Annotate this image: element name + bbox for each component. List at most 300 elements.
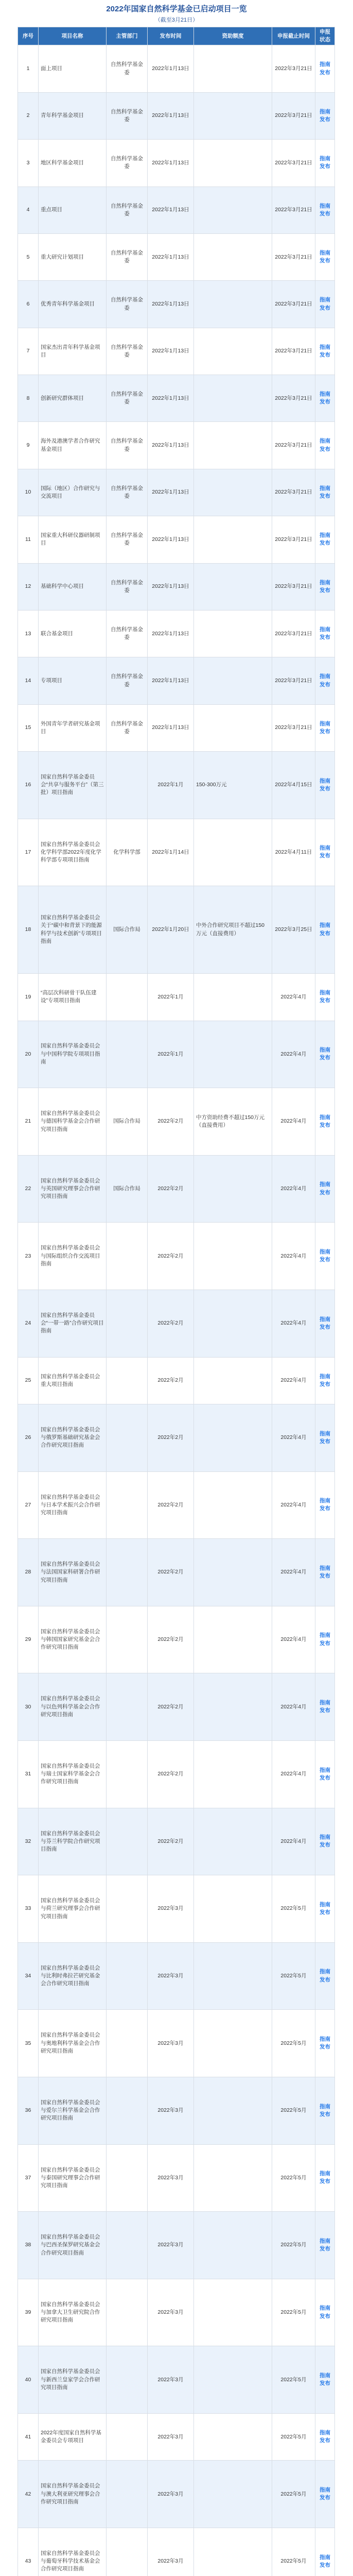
table-body — [18, 45, 335, 2576]
cell-amount — [194, 2279, 272, 2346]
cell-index: 16 — [18, 752, 39, 819]
table-row — [18, 1673, 335, 1741]
cell-pub: 2022年1月 — [148, 974, 194, 1021]
cell-amount — [194, 1290, 272, 1357]
cell-dept — [107, 1357, 148, 1404]
cell-status[interactable]: 指南发布 — [315, 704, 335, 751]
cell-name: 国家自然科学基金委员会重大项目指南 — [39, 1357, 107, 1404]
cell-deadline: 2022年4月 — [272, 1290, 315, 1357]
cell-index: 26 — [18, 1404, 39, 1471]
cell-deadline: 2022年5月 — [272, 2528, 315, 2576]
cell-dept: 自然科学基金委 — [107, 516, 148, 563]
cell-index: 14 — [18, 657, 39, 704]
cell-deadline: 2022年3月21日 — [272, 281, 315, 328]
cell-deadline: 2022年5月 — [272, 2461, 315, 2528]
cell-pub: 2022年1月13日 — [148, 92, 194, 139]
cell-name: 国家自然科学基金委员会与奥地利科学基金会合作研究项目指南 — [39, 2010, 107, 2077]
cell-dept: 自然科学基金委 — [107, 469, 148, 516]
cell-dept — [107, 1673, 148, 1741]
cell-amount — [194, 1223, 272, 1290]
table-row — [18, 752, 335, 819]
table-header-row — [18, 27, 335, 45]
cell-dept: 自然科学基金委 — [107, 422, 148, 469]
cell-status[interactable]: 指南发布 — [315, 233, 335, 280]
cell-status[interactable]: 指南发布 — [315, 140, 335, 187]
cell-status[interactable]: 指南发布 — [315, 1471, 335, 1539]
cell-amount — [194, 2346, 272, 2414]
cell-deadline: 2022年4月 — [272, 1357, 315, 1404]
cell-deadline: 2022年5月 — [272, 2077, 315, 2145]
cell-status[interactable]: 指南发布 — [315, 2279, 335, 2346]
cell-status[interactable]: 指南发布 — [315, 2010, 335, 2077]
page-subtitle: （截至3月21日） — [154, 17, 199, 23]
cell-amount — [194, 92, 272, 139]
cell-dept: 自然科学基金委 — [107, 281, 148, 328]
cell-pub: 2022年1月13日 — [148, 469, 194, 516]
cell-deadline: 2022年4月 — [272, 1155, 315, 1223]
cell-name: 2022年度国家自然科学基金委员会专项项目 — [39, 2414, 107, 2461]
cell-status[interactable]: 指南发布 — [315, 1357, 335, 1404]
cell-amount — [194, 2414, 272, 2461]
cell-dept — [107, 2346, 148, 2414]
cell-status[interactable]: 指南发布 — [315, 187, 335, 233]
cell-name: 国家自然科学基金委员会与法国国家科研署合作研究项目指南 — [39, 1539, 107, 1606]
cell-amount — [194, 657, 272, 704]
cell-name: 国家自然科学基金委员会与俄罗斯基础研究基金会合作研究项目指南 — [39, 1404, 107, 1471]
header-name: 项目名称 — [39, 27, 107, 45]
cell-pub: 2022年2月 — [148, 1740, 194, 1808]
cell-name: 国家自然科学基金委员会与新西兰皇家学会合作研究项目指南 — [39, 2346, 107, 2414]
cell-deadline: 2022年3月21日 — [272, 92, 315, 139]
cell-amount — [194, 1404, 272, 1471]
cell-status[interactable]: 指南发布 — [315, 563, 335, 610]
cell-dept: 化学科学部 — [107, 819, 148, 886]
cell-name: 国家自然科学基金委员会与英国研究理事会合作研究项目指南 — [39, 1155, 107, 1223]
cell-index: 13 — [18, 610, 39, 657]
cell-index: 6 — [18, 281, 39, 328]
cell-status[interactable]: 指南发布 — [315, 1539, 335, 1606]
cell-deadline: 2022年3月21日 — [272, 469, 315, 516]
cell-index: 23 — [18, 1223, 39, 1290]
cell-pub: 2022年2月 — [148, 1471, 194, 1539]
cell-status[interactable]: 指南发布 — [315, 1875, 335, 1943]
table-row — [18, 2346, 335, 2414]
cell-amount — [194, 187, 272, 233]
cell-pub: 2022年1月13日 — [148, 704, 194, 751]
cell-pub: 2022年3月 — [148, 2346, 194, 2414]
cell-pub: 2022年2月 — [148, 1290, 194, 1357]
cell-amount — [194, 328, 272, 375]
cell-name: 创新研究群体项目 — [39, 375, 107, 422]
cell-dept: 自然科学基金委 — [107, 45, 148, 92]
cell-amount — [194, 1875, 272, 1943]
cell-deadline: 2022年5月 — [272, 2346, 315, 2414]
cell-amount — [194, 2212, 272, 2279]
cell-pub: 2022年3月 — [148, 2414, 194, 2461]
table-row — [18, 1357, 335, 1404]
cell-pub: 2022年1月13日 — [148, 375, 194, 422]
cell-name: 国家自然科学基金委员会“共享与服务平台”（第三批）项目指南 — [39, 752, 107, 819]
cell-index: 30 — [18, 1673, 39, 1741]
cell-index: 27 — [18, 1471, 39, 1539]
cell-amount — [194, 1539, 272, 1606]
cell-status[interactable]: 指南发布 — [315, 2077, 335, 2145]
cell-index: 29 — [18, 1606, 39, 1673]
cell-index: 24 — [18, 1290, 39, 1357]
cell-amount — [194, 1357, 272, 1404]
cell-status[interactable]: 指南发布 — [315, 752, 335, 819]
cell-deadline: 2022年5月 — [272, 2414, 315, 2461]
cell-status[interactable]: 指南发布 — [315, 1223, 335, 1290]
cell-amount — [194, 2528, 272, 2576]
cell-status[interactable]: 指南发布 — [315, 1606, 335, 1673]
cell-index: 34 — [18, 1942, 39, 2010]
cell-amount — [194, 2144, 272, 2212]
cell-pub: 2022年2月 — [148, 1808, 194, 1875]
cell-amount — [194, 2461, 272, 2528]
cell-pub: 2022年3月 — [148, 2212, 194, 2279]
cell-deadline: 2022年3月21日 — [272, 187, 315, 233]
table-row — [18, 974, 335, 1021]
cell-index: 9 — [18, 422, 39, 469]
cell-status[interactable]: 指南发布 — [315, 886, 335, 974]
cell-pub: 2022年2月 — [148, 1539, 194, 1606]
cell-index: 43 — [18, 2528, 39, 2576]
cell-pub: 2022年1月13日 — [148, 610, 194, 657]
cell-dept — [107, 2144, 148, 2212]
cell-index: 36 — [18, 2077, 39, 2145]
table-row — [18, 1021, 335, 1088]
cell-status[interactable]: 指南发布 — [315, 375, 335, 422]
table-row — [18, 2528, 335, 2576]
cell-dept — [107, 1404, 148, 1471]
table-row — [18, 92, 335, 139]
table-row — [18, 1404, 335, 1471]
cell-status[interactable]: 指南发布 — [315, 819, 335, 886]
cell-name: 国家自然科学基金委员会与澳大利亚研究理事会合作研究项目指南 — [39, 2461, 107, 2528]
cell-status[interactable]: 指南发布 — [315, 1740, 335, 1808]
table-row — [18, 2414, 335, 2461]
table-row — [18, 1808, 335, 1875]
cell-dept: 自然科学基金委 — [107, 187, 148, 233]
cell-status[interactable]: 指南发布 — [315, 1088, 335, 1156]
project-table — [17, 27, 335, 2576]
cell-dept — [107, 1808, 148, 1875]
cell-name: 国家自然科学基金委员会与葡萄牙科学技术基金会合作研究项目指南 — [39, 2528, 107, 2576]
cell-name: 国家自然科学基金委员会化学科学部2022年度化学科学部专项项目指南 — [39, 819, 107, 886]
cell-name: 国家杰出青年科学基金项目 — [39, 328, 107, 375]
cell-deadline: 2022年3月21日 — [272, 422, 315, 469]
cell-status[interactable]: 指南发布 — [315, 45, 335, 92]
cell-dept: 国际合作局 — [107, 1155, 148, 1223]
cell-pub: 2022年1月 — [148, 752, 194, 819]
cell-pub: 2022年1月13日 — [148, 187, 194, 233]
table-row — [18, 1740, 335, 1808]
cell-dept — [107, 1740, 148, 1808]
table-row — [18, 1223, 335, 1290]
header-index: 序号 — [18, 27, 39, 45]
cell-status[interactable]: 指南发布 — [315, 328, 335, 375]
cell-name: 国家自然科学基金委员会与比利时弗拉芒研究基金会合作研究项目指南 — [39, 1942, 107, 2010]
cell-amount: 中方资助经费不超过150万元（直接费用） — [194, 1088, 272, 1156]
cell-name: 国家自然科学基金委员会与瑞士国家科学基金会合作研究项目指南 — [39, 1740, 107, 1808]
cell-pub: 2022年3月 — [148, 1875, 194, 1943]
cell-status[interactable]: 指南发布 — [315, 2414, 335, 2461]
cell-index: 32 — [18, 1808, 39, 1875]
cell-pub: 2022年1月13日 — [148, 281, 194, 328]
table-row — [18, 140, 335, 187]
cell-pub: 2022年1月13日 — [148, 422, 194, 469]
cell-name: 国家自然科学基金委员会关于“碳中和背景下的能源科学与技术创新”专项项目指南 — [39, 886, 107, 974]
cell-pub: 2022年1月13日 — [148, 657, 194, 704]
header-status: 申报状态 — [315, 27, 335, 45]
cell-deadline: 2022年5月 — [272, 2010, 315, 2077]
cell-dept: 自然科学基金委 — [107, 233, 148, 280]
cell-deadline: 2022年3月25日 — [272, 886, 315, 974]
cell-dept — [107, 2010, 148, 2077]
cell-amount — [194, 469, 272, 516]
table-row — [18, 1290, 335, 1357]
cell-name: 国家重大科研仪器研制项目 — [39, 516, 107, 563]
cell-name: 国家自然科学基金委员会“一带一路”合作研究项目指南 — [39, 1290, 107, 1357]
cell-pub: 2022年1月13日 — [148, 140, 194, 187]
cell-status[interactable]: 指南发布 — [315, 1155, 335, 1223]
cell-amount — [194, 375, 272, 422]
cell-pub: 2022年1月20日 — [148, 886, 194, 974]
cell-amount — [194, 819, 272, 886]
cell-dept — [107, 1539, 148, 1606]
cell-status[interactable]: 指南发布 — [315, 92, 335, 139]
cell-index: 10 — [18, 469, 39, 516]
header-dept: 主管部门 — [107, 27, 148, 45]
cell-deadline: 2022年4月11日 — [272, 819, 315, 886]
cell-index: 19 — [18, 974, 39, 1021]
cell-index: 12 — [18, 563, 39, 610]
cell-amount — [194, 422, 272, 469]
cell-deadline: 2022年3月21日 — [272, 233, 315, 280]
cell-name: 青年科学基金项目 — [39, 92, 107, 139]
cell-index: 42 — [18, 2461, 39, 2528]
cell-status[interactable]: 指南发布 — [315, 2461, 335, 2528]
cell-pub: 2022年2月 — [148, 1404, 194, 1471]
cell-amount — [194, 1740, 272, 1808]
cell-index: 31 — [18, 1740, 39, 1808]
cell-dept — [107, 2077, 148, 2145]
cell-deadline: 2022年4月 — [272, 1223, 315, 1290]
header-amount: 资助额度 — [194, 27, 272, 45]
table-row — [18, 1942, 335, 2010]
cell-deadline: 2022年3月21日 — [272, 704, 315, 751]
cell-dept: 自然科学基金委 — [107, 704, 148, 751]
cell-dept — [107, 2212, 148, 2279]
cell-name: 海外及港澳学者合作研究基金项目 — [39, 422, 107, 469]
cell-amount — [194, 516, 272, 563]
cell-pub: 2022年3月 — [148, 2528, 194, 2576]
table-row — [18, 375, 335, 422]
cell-index: 8 — [18, 375, 39, 422]
table-row — [18, 1606, 335, 1673]
cell-deadline: 2022年3月21日 — [272, 516, 315, 563]
cell-dept: 自然科学基金委 — [107, 140, 148, 187]
cell-deadline: 2022年4月 — [272, 1021, 315, 1088]
cell-pub: 2022年3月 — [148, 2144, 194, 2212]
cell-name: 国家自然科学基金委员会与荷兰研究理事会合作研究项目指南 — [39, 1875, 107, 1943]
cell-name: 国家自然科学基金委员会与日本学术振兴会合作研究项目指南 — [39, 1471, 107, 1539]
cell-pub: 2022年3月 — [148, 2279, 194, 2346]
cell-status[interactable]: 指南发布 — [315, 657, 335, 704]
cell-amount — [194, 1808, 272, 1875]
cell-status[interactable]: 指南发布 — [315, 516, 335, 563]
cell-dept: 国际合作局 — [107, 886, 148, 974]
table-row — [18, 1155, 335, 1223]
cell-dept — [107, 1223, 148, 1290]
cell-index: 37 — [18, 2144, 39, 2212]
cell-pub: 2022年3月 — [148, 2010, 194, 2077]
cell-deadline: 2022年3月21日 — [272, 140, 315, 187]
cell-name: 国家自然科学基金委员会与泰国研究理事会合作研究项目指南 — [39, 2144, 107, 2212]
cell-amount — [194, 45, 272, 92]
table-row — [18, 819, 335, 886]
cell-dept: 国际合作局 — [107, 1088, 148, 1156]
table-row — [18, 422, 335, 469]
cell-index: 20 — [18, 1021, 39, 1088]
cell-index: 39 — [18, 2279, 39, 2346]
header-pub: 发布时间 — [148, 27, 194, 45]
cell-index: 33 — [18, 1875, 39, 1943]
cell-amount: 中外合作研究项目不超过150万元（直接费用） — [194, 886, 272, 974]
cell-dept: 自然科学基金委 — [107, 92, 148, 139]
cell-deadline: 2022年4月 — [272, 1088, 315, 1156]
cell-index: 41 — [18, 2414, 39, 2461]
cell-deadline: 2022年4月 — [272, 1471, 315, 1539]
cell-pub: 2022年1月 — [148, 1021, 194, 1088]
cell-status[interactable]: 指南发布 — [315, 469, 335, 516]
cell-deadline: 2022年4月 — [272, 1404, 315, 1471]
cell-index: 38 — [18, 2212, 39, 2279]
cell-name: 国家自然科学基金委员会与韩国国家研究基金会合作研究项目指南 — [39, 1606, 107, 1673]
cell-status[interactable]: 指南发布 — [315, 1404, 335, 1471]
cell-status[interactable]: 指南发布 — [315, 1290, 335, 1357]
cell-pub: 2022年2月 — [148, 1606, 194, 1673]
cell-status[interactable]: 指南发布 — [315, 2144, 335, 2212]
cell-status[interactable]: 指南发布 — [315, 1021, 335, 1088]
cell-dept — [107, 974, 148, 1021]
cell-pub: 2022年2月 — [148, 1357, 194, 1404]
cell-status[interactable]: 指南发布 — [315, 2346, 335, 2414]
cell-index: 1 — [18, 45, 39, 92]
cell-name: “高层次科研骨干队伍建设”专项项目指南 — [39, 974, 107, 1021]
cell-name: 面上项目 — [39, 45, 107, 92]
cell-index: 2 — [18, 92, 39, 139]
cell-deadline: 2022年4月 — [272, 1539, 315, 1606]
cell-name: 基础科学中心项目 — [39, 563, 107, 610]
cell-amount: 150-300万元 — [194, 752, 272, 819]
cell-dept — [107, 1606, 148, 1673]
cell-name: 优秀青年科学基金项目 — [39, 281, 107, 328]
cell-deadline: 2022年4月 — [272, 1673, 315, 1741]
cell-index: 15 — [18, 704, 39, 751]
cell-index: 28 — [18, 1539, 39, 1606]
cell-dept — [107, 1290, 148, 1357]
cell-status[interactable]: 指南发布 — [315, 1808, 335, 1875]
table-row — [18, 2144, 335, 2212]
cell-dept — [107, 1875, 148, 1943]
cell-deadline: 2022年4月 — [272, 974, 315, 1021]
cell-status[interactable]: 指南发布 — [315, 2528, 335, 2576]
table-row — [18, 1875, 335, 1943]
cell-index: 18 — [18, 886, 39, 974]
page-title: 2022年国家自然科学基金已启动项目一览 — [106, 5, 247, 13]
table-row — [18, 1088, 335, 1156]
cell-status[interactable]: 指南发布 — [315, 1942, 335, 2010]
cell-index: 25 — [18, 1357, 39, 1404]
table-row — [18, 2077, 335, 2145]
cell-name: 国家自然科学基金委员会与中国科学院专项项目指南 — [39, 1021, 107, 1088]
cell-dept — [107, 1021, 148, 1088]
cell-amount — [194, 1673, 272, 1741]
table-row — [18, 657, 335, 704]
cell-amount — [194, 610, 272, 657]
cell-dept: 自然科学基金委 — [107, 563, 148, 610]
cell-dept: 自然科学基金委 — [107, 610, 148, 657]
cell-pub: 2022年3月 — [148, 2461, 194, 2528]
cell-deadline: 2022年4月 — [272, 1606, 315, 1673]
header-deadline: 申报截止时间 — [272, 27, 315, 45]
cell-dept — [107, 752, 148, 819]
cell-dept — [107, 2414, 148, 2461]
cell-pub: 2022年2月 — [148, 1673, 194, 1741]
cell-index: 5 — [18, 233, 39, 280]
cell-status[interactable]: 指南发布 — [315, 974, 335, 1021]
cell-index: 21 — [18, 1088, 39, 1156]
table-row — [18, 563, 335, 610]
cell-pub: 2022年2月 — [148, 1155, 194, 1223]
table-row — [18, 328, 335, 375]
cell-status[interactable]: 指南发布 — [315, 2212, 335, 2279]
cell-pub: 2022年2月 — [148, 1223, 194, 1290]
cell-amount — [194, 1155, 272, 1223]
table-row — [18, 469, 335, 516]
cell-amount — [194, 974, 272, 1021]
cell-deadline: 2022年5月 — [272, 2212, 315, 2279]
cell-index: 7 — [18, 328, 39, 375]
cell-status[interactable]: 指南发布 — [315, 281, 335, 328]
cell-amount — [194, 1021, 272, 1088]
cell-index: 17 — [18, 819, 39, 886]
table-row — [18, 2279, 335, 2346]
table-row — [18, 1539, 335, 1606]
cell-name: 联合基金项目 — [39, 610, 107, 657]
cell-index: 40 — [18, 2346, 39, 2414]
cell-status[interactable]: 指南发布 — [315, 1673, 335, 1741]
cell-status[interactable]: 指南发布 — [315, 610, 335, 657]
cell-deadline: 2022年5月 — [272, 2279, 315, 2346]
cell-amount — [194, 563, 272, 610]
cell-name: 外国青年学者研究基金项目 — [39, 704, 107, 751]
cell-amount — [194, 704, 272, 751]
cell-dept: 自然科学基金委 — [107, 375, 148, 422]
cell-index: 4 — [18, 187, 39, 233]
cell-amount — [194, 233, 272, 280]
cell-status[interactable]: 指南发布 — [315, 422, 335, 469]
cell-pub: 2022年3月 — [148, 2077, 194, 2145]
cell-amount — [194, 140, 272, 187]
table-row — [18, 45, 335, 92]
cell-name: 重点项目 — [39, 187, 107, 233]
table-row — [18, 233, 335, 280]
cell-deadline: 2022年3月21日 — [272, 45, 315, 92]
cell-deadline: 2022年5月 — [272, 2144, 315, 2212]
